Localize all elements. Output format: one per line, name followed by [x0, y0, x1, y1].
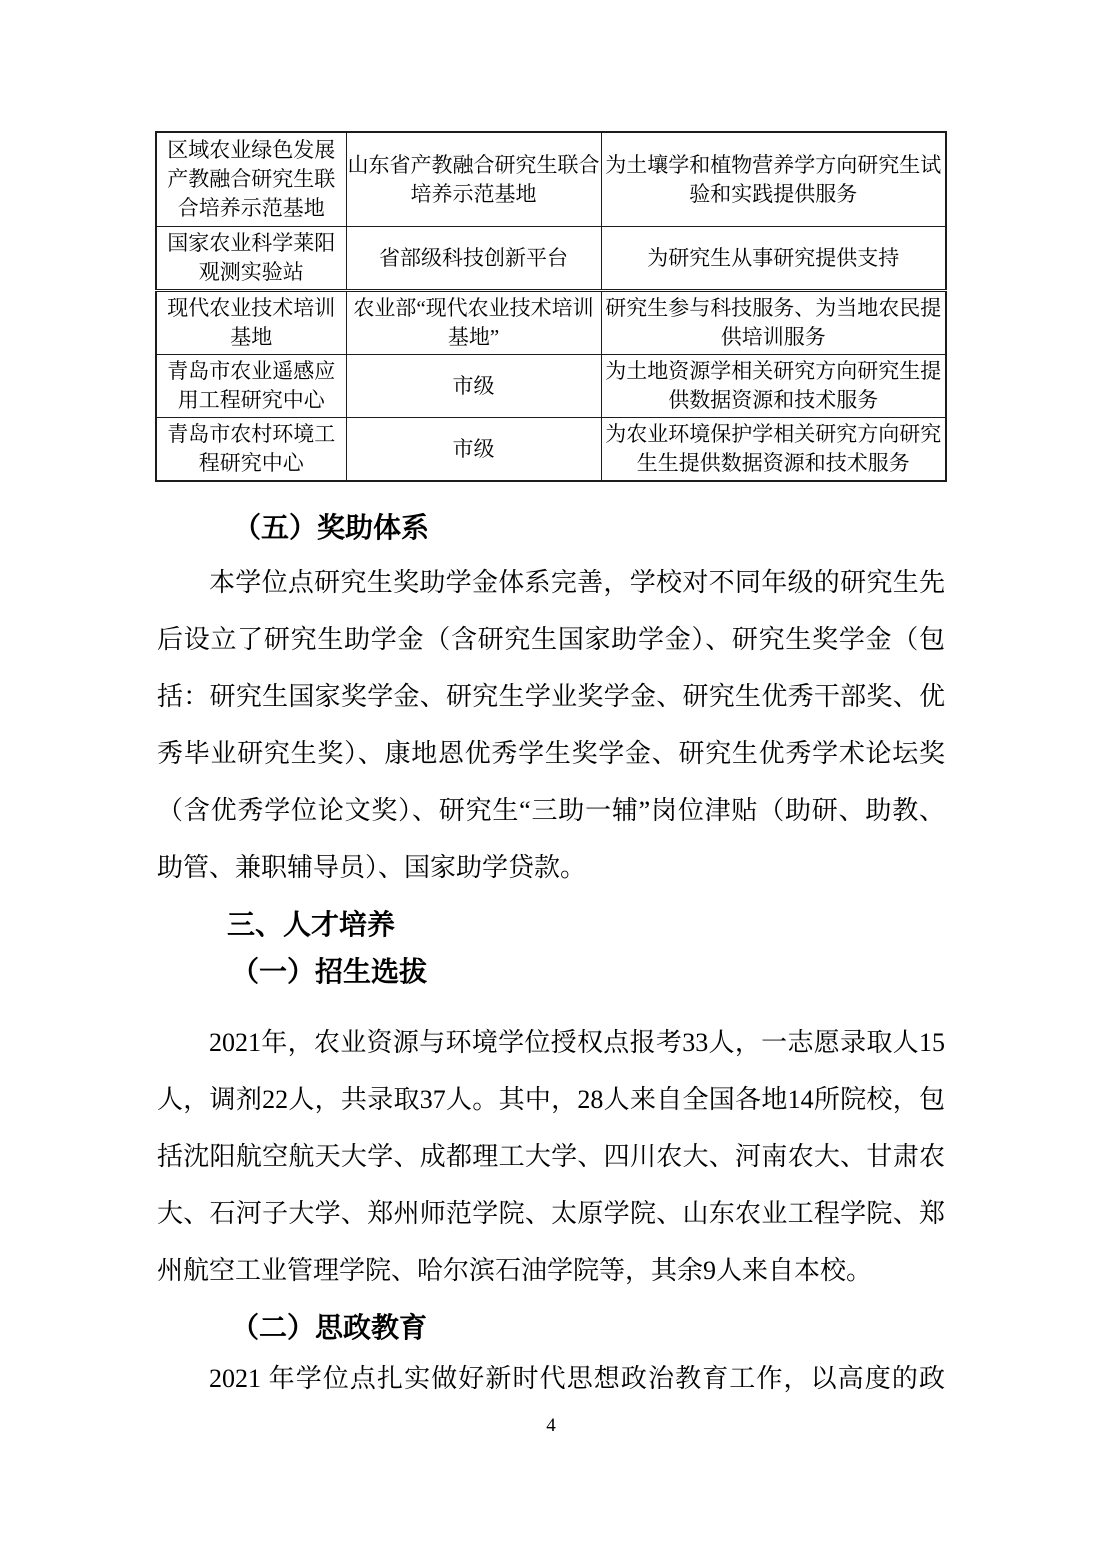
- text-line: 州航空工业管理学院、哈尔滨石油学院等，其余9人来自本校。: [157, 1256, 873, 1285]
- text-line: 助管、兼职辅导员）、国家助学贷款。: [157, 853, 587, 882]
- chapter-heading-talent-cultivation: 三、人才培养: [227, 909, 396, 940]
- section-heading-ideology-education: （二）思政教育: [231, 1312, 428, 1343]
- platform-role-cell: 研究生参与科技服务、为当地农民提供培训服务: [601, 291, 946, 355]
- platform-level-cell: 市级: [346, 418, 601, 482]
- platform-role-cell: 为土地资源学相关研究方向研究生提供数据资源和技术服务: [601, 355, 946, 418]
- page-number: 4: [546, 1415, 556, 1436]
- platform-name-cell: 区域农业绿色发展产教融合研究生联合培养示范基地: [156, 132, 346, 227]
- table-row: [156, 355, 946, 418]
- table-row: [156, 418, 946, 482]
- table-row: [156, 227, 946, 291]
- platform-role-cell: 为研究生从事研究提供支持: [601, 227, 946, 291]
- section-heading-award-system: （五）奖助体系: [233, 512, 430, 543]
- platform-role-cell: 为农业环境保护学相关研究方向研究生生提供数据资源和技术服务: [601, 418, 946, 482]
- text-line: 括沈阳航空航天大学、成都理工大学、四川农大、河南农大、甘肃农: [157, 1142, 945, 1171]
- text-line: 后设立了研究生助学金（含研究生国家助学金）、研究生奖学金（包: [157, 625, 945, 654]
- paragraph-award-system: [157, 554, 945, 896]
- section-heading-admission-selection: （一）招生选拔: [231, 956, 428, 987]
- platform-level-cell: 市级: [346, 355, 601, 418]
- text-line: 2021年，农业资源与环境学位授权点报考33人，一志愿录取人15: [209, 1028, 945, 1057]
- text-line: 括：研究生国家奖学金、研究生学业奖学金、研究生优秀干部奖、优: [157, 682, 945, 711]
- text-line: 本学位点研究生奖助学金体系完善，学校对不同年级的研究生先: [209, 568, 945, 597]
- platform-level-cell: 农业部“现代农业技术培训基地”: [346, 291, 601, 355]
- text-line: 人，调剂22人，共录取37人。其中，28人来自全国各地14所院校，包: [157, 1085, 945, 1114]
- platform-level-cell: 省部级科技创新平台: [346, 227, 601, 291]
- text-line: 2021 年学位点扎实做好新时代思想政治教育工作，以高度的政: [209, 1364, 945, 1393]
- platform-name-cell: 青岛市农村环境工程研究中心: [156, 418, 346, 482]
- text-line: 大、石河子大学、郑州师范学院、太原学院、山东农业工程学院、郑: [157, 1199, 945, 1228]
- platform-role-cell: 为土壤学和植物营养学方向研究生试验和实践提供服务: [601, 132, 946, 227]
- text-line: 秀毕业研究生奖）、康地恩优秀学生奖学金、研究生优秀学术论坛奖: [157, 739, 945, 768]
- platform-name-cell: 现代农业技术培训基地: [156, 291, 346, 355]
- platform-table: [155, 131, 947, 482]
- paragraph-ideology: [157, 1350, 945, 1407]
- text-line: （含优秀学位论文奖）、研究生“三助一辅”岗位津贴（助研、助教、: [157, 796, 945, 825]
- paragraph-admission: [157, 1014, 945, 1299]
- table-row: [156, 291, 946, 355]
- table-row: [156, 132, 946, 227]
- platform-name-cell: 国家农业科学莱阳观测实验站: [156, 227, 346, 291]
- platform-level-cell: 山东省产教融合研究生联合培养示范基地: [346, 132, 601, 227]
- platform-name-cell: 青岛市农业遥感应用工程研究中心: [156, 355, 346, 418]
